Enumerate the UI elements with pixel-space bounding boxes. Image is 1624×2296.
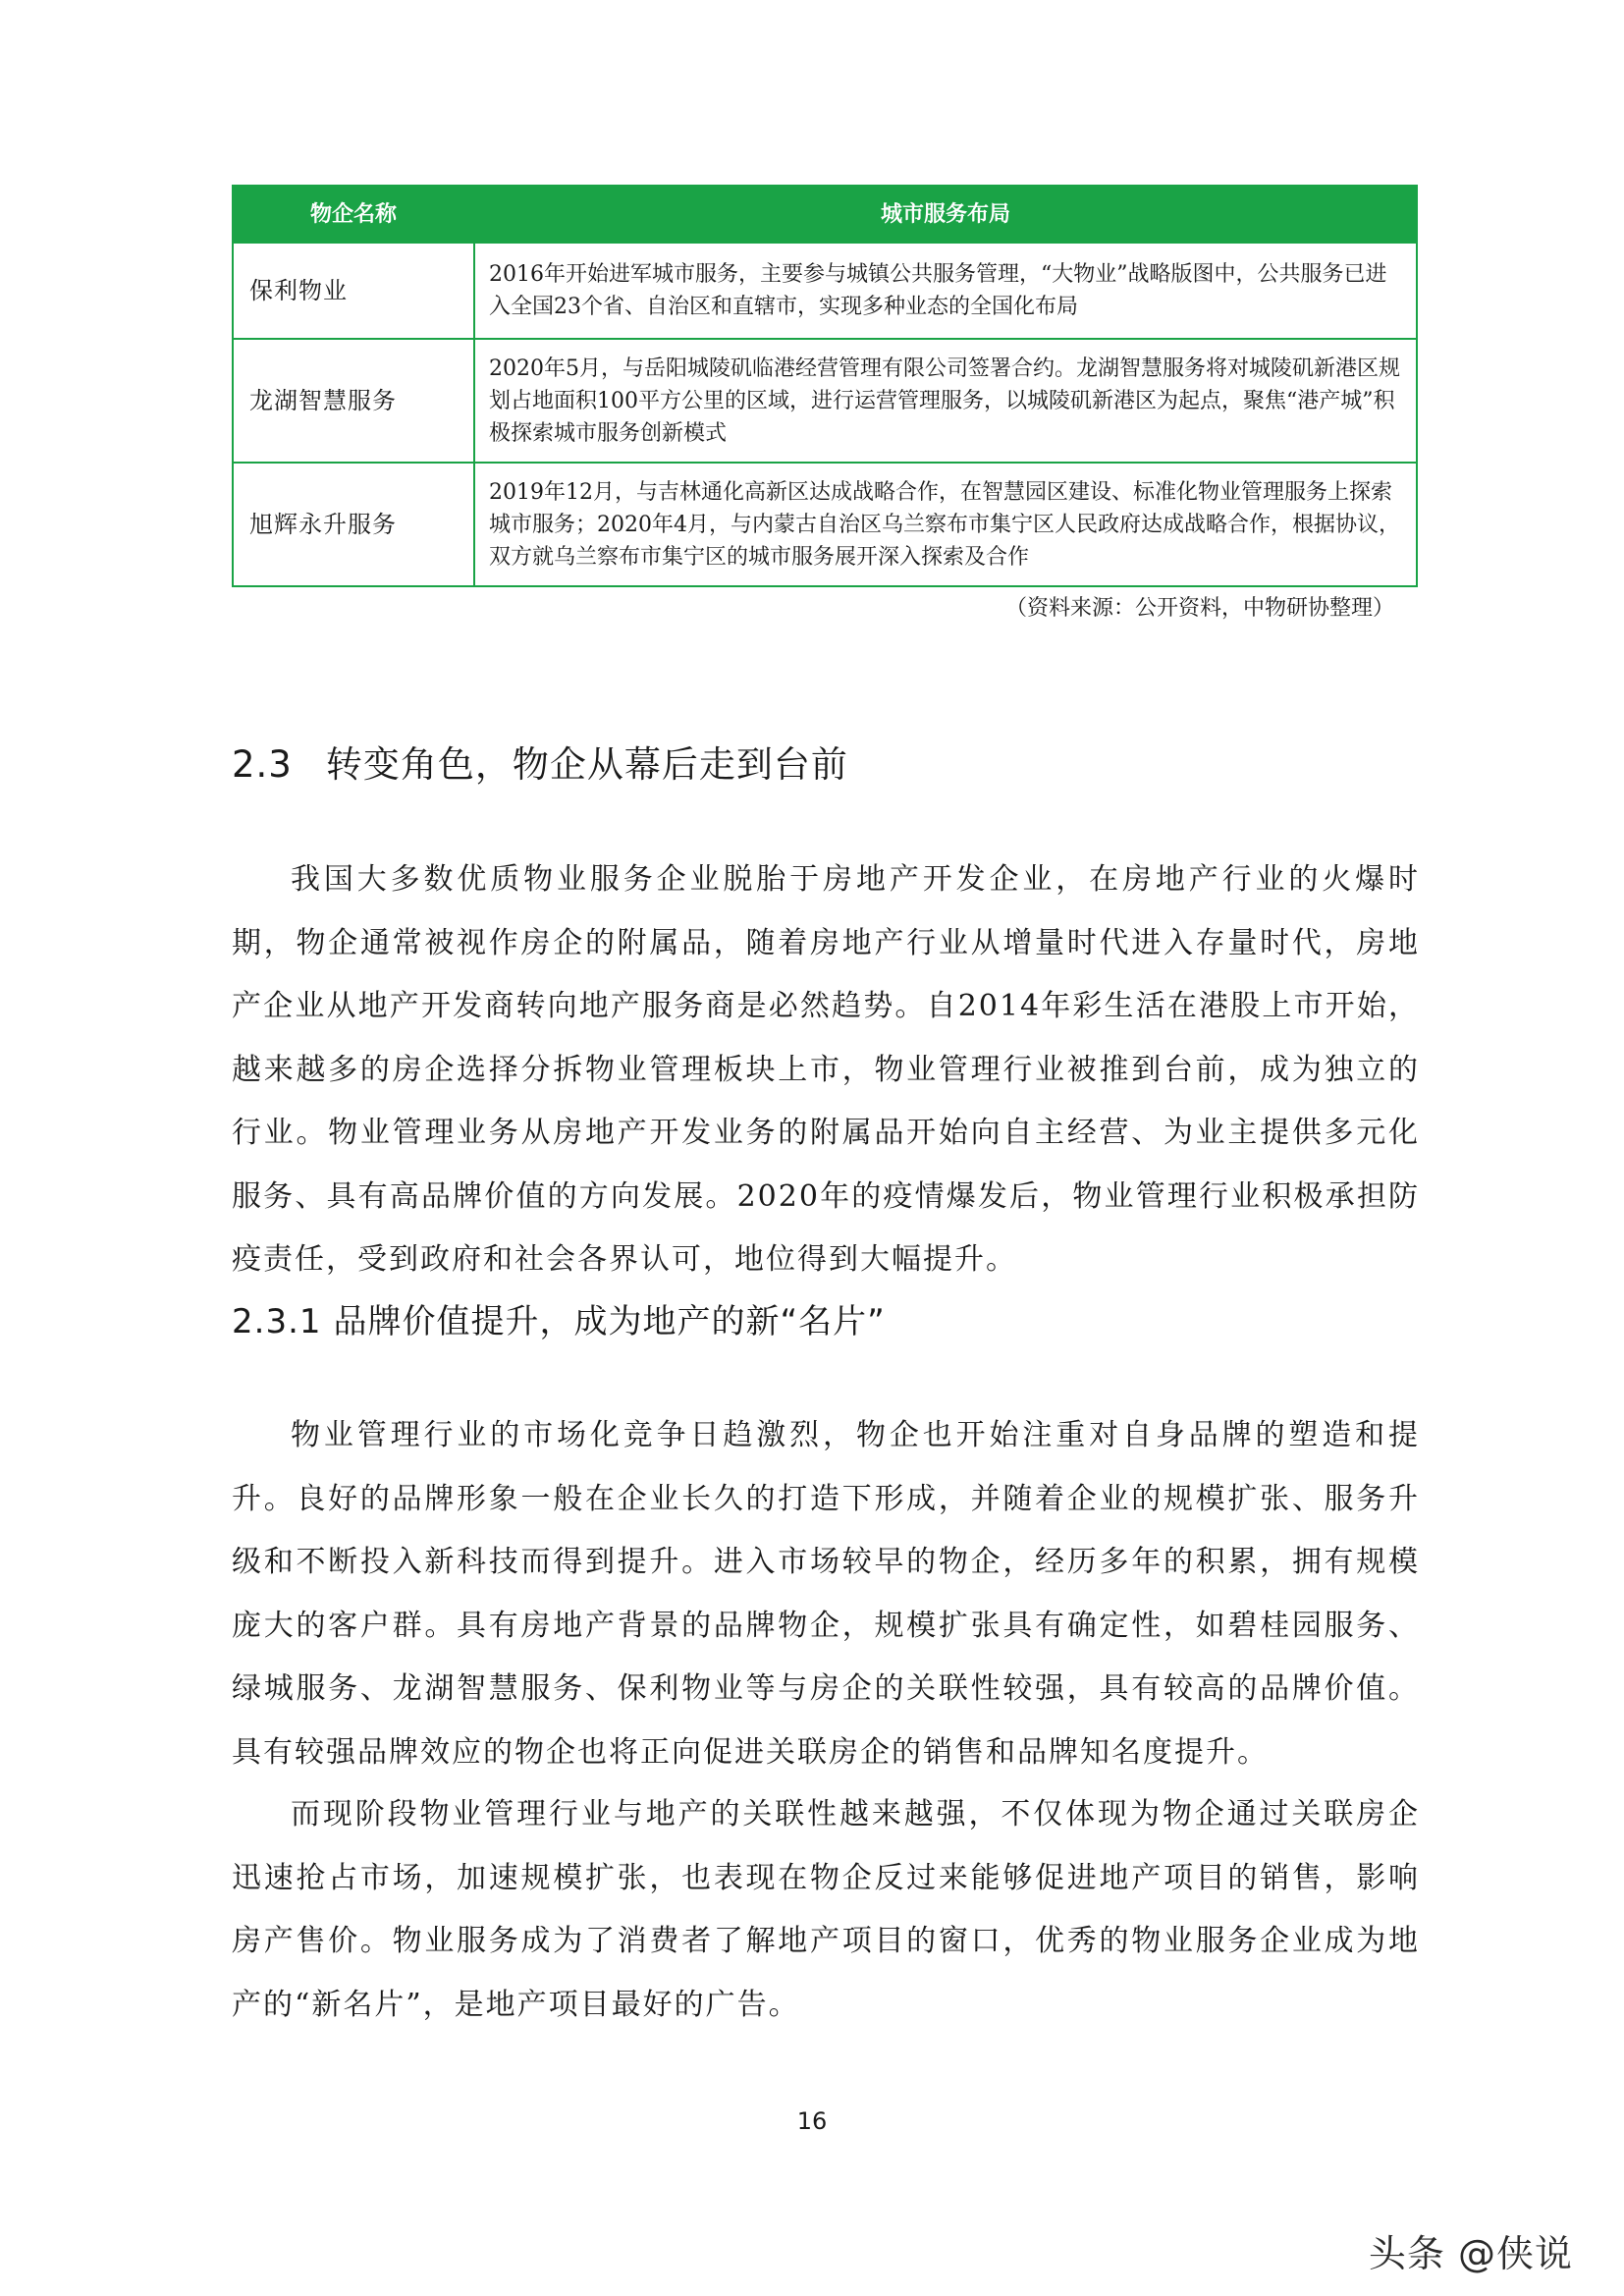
section-paragraph: 我国大多数优质物业服务企业脱胎于房地产开发企业，在房地产行业的火爆时期，物企通常被视作房企的附属品，随着房地产行业从增量时代进入存量时代，房地产企业从地产开发商转向地产服务商是必然趋势。自2014年彩生活在港股上市开始，越来越多的房企选择分拆物业管理板块上市，物业管理行业被推到台前，成为独立的行业。物业管理业务从房地产开发业务的附属品开始向自主经营、为业主提供多元化服务、具有高品牌价值的方向发展。2020年的疫情爆发后，物业管理行业积极承担防疫责任，受到政府和社会各界认可，地位得到大幅提升。 [232,862,1420,1277]
header-city-service-layout: 城市服务布局 [474,186,1417,243]
table-row [233,463,1417,586]
section-heading [232,735,848,788]
layout-description-cell: 2019年12月，与吉林通化高新区达成战略合作，在智慧园区建设、标准化物业管理服务上探索城市服务；2020年4月，与内蒙古自治区乌兰察布市集宁区人民政府达成战略合作，根据协议，双方就乌兰察布市集宁区的城市服务展开深入探索及合作 [474,463,1417,586]
table-row [233,243,1417,339]
company-name-cell: 旭辉永升服务 [233,463,474,586]
subsection-title: 品牌价值提升，成为地产的新“名片” [333,1302,886,1341]
table-row [233,339,1417,463]
layout-description-cell: 2016年开始进军城市服务，主要参与城镇公共服务管理，“大物业”战略版图中，公共服务已进入全国23个省、自治区和直辖市，实现多种业态的全国化布局 [474,243,1417,339]
subsection-paragraph-1: 物业管理行业的市场化竞争日趋激烈，物企也开始注重对自身品牌的塑造和提升。良好的品牌形象一般在企业长久的打造下形成，并随着企业的规模扩张、服务升级和不断投入新科技而得到提升。进入市场较早的物企，经历多年的积累，拥有规模庞大的客户群。具有房地产背景的品牌物企，规模扩张具有确定性，如碧桂园服务、绿城服务、龙湖智慧服务、保利物业等与房企的关联性较强，具有较高的品牌价值。具有较强品牌效应的物企也将正向促进关联房企的销售和品牌知名度提升。 [232,1418,1420,1770]
table-source-note: （资料来源：公开资料，中物研协整理） [1004,596,1394,621]
company-name-cell: 保利物业 [233,243,474,339]
section-title: 转变角色，物企从幕后走到台前 [325,743,848,786]
subsection-paragraph-2: 而现阶段物业管理行业与地产的关联性越来越强，不仅体现为物企通过关联房企迅速抢占市场，加速规模扩张，也表现在物企反过来能够促进地产项目的销售，影响房产售价。物业服务成为了消费者了解地产项目的窗口，优秀的物业服务企业成为地产的“新名片”，是地产项目最好的广告。 [232,1797,1420,2022]
page-number: 16 [796,2107,828,2135]
section-number: 2.3 [232,743,293,786]
header-company-name: 物企名称 [233,186,474,243]
watermark-text: 头条 @侠说 [1368,2232,1573,2275]
city-service-layout-table [232,185,1418,587]
company-name-cell: 龙湖智慧服务 [233,339,474,463]
layout-description-cell: 2020年5月，与岳阳城陵矶临港经营管理有限公司签署合约。龙湖智慧服务将对城陵矶新港区规划占地面积100平方公里的区域，进行运营管理服务，以城陵矶新港区为起点，聚焦“港产城”积极探索城市服务创新模式 [474,339,1417,463]
subsection-number: 2.3.1 [232,1302,322,1341]
table-header-row [233,186,1417,243]
subsection-heading [232,1294,886,1342]
